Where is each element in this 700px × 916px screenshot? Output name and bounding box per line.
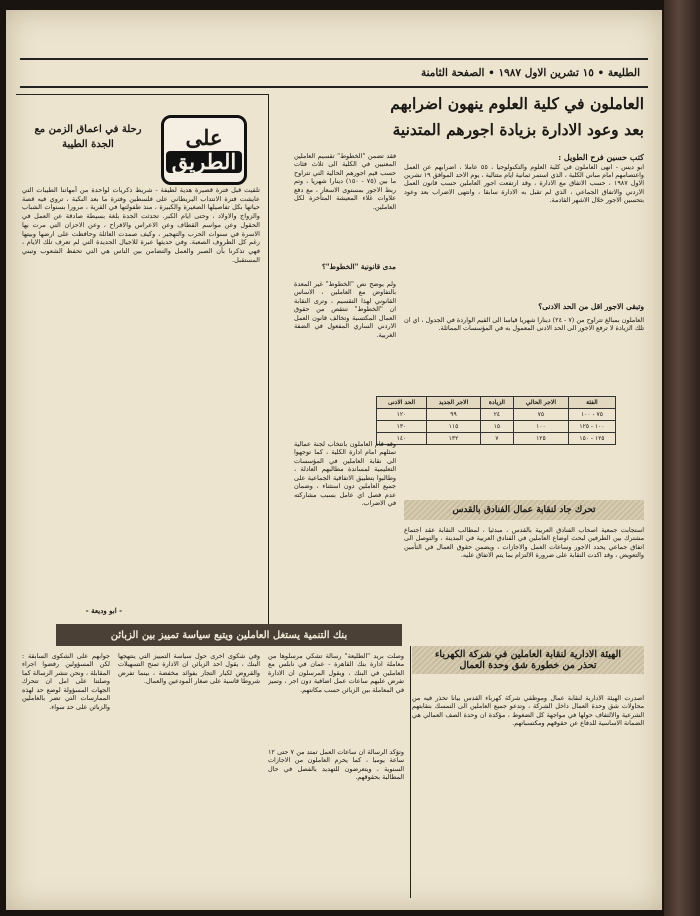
table-row — [377, 433, 616, 445]
table-cell: ١٢٥ - ١٥٠ — [568, 433, 615, 445]
wages-table — [376, 396, 616, 445]
table-header: الاجر الحالي — [513, 397, 568, 409]
hotel-article-title: تحرك جاد لنقابة عمال الفنادق بالقدس — [404, 500, 644, 520]
table-row — [377, 421, 616, 433]
hotel-article-body: استجابت جمعية اصحاب الفنادق العربية بالقدس ، مبدئيا ، لمطالب النقابة عقد اجتماع مشترك بين الطرفين لبحث اوضاع العاملين في الفنادق العربية في المدينة ، والتوصل الى اتفاق جماعي يحدد الاجور وساعات العمل والاجازات ، ويضمن حقوق العمال في التأمين والتعويض ، وقد اكدت النقابة على ضرورة الالتزام بما يتم الاتفاق عليه. — [404, 526, 644, 560]
electric-article-title — [412, 646, 644, 674]
page-header — [20, 58, 648, 88]
table-cell: ١٣٢ — [427, 433, 481, 445]
table-row — [377, 409, 616, 421]
table-cell: ٧٥ — [513, 409, 568, 421]
logo-top-text: على — [185, 124, 223, 150]
wages-text: العاملون بمبالغ تتراوح من (٧ - ٢٤) دينارا شهريا قياسا الى القيم الواردة في الجدول ، اي ان تلك الزيادة لا ترفع الاجور الى الحد الادنى المعمول به في المؤسسات المماثلة. — [404, 316, 644, 333]
table-cell: ١١٥ — [427, 421, 481, 433]
wages-subtitle: وتبقى الاجور اقل من الحد الادنى؟ — [538, 302, 644, 311]
electric-title-line-1: الهيئة الادارية لنقابة العاملين في شركة الكهرباء — [434, 649, 622, 660]
table-cell: ٢٤ — [480, 409, 513, 421]
byline: كتب حسين فرح الطويل : — [558, 152, 644, 162]
table-cell: ١٠٠ - ١٢٥ — [568, 421, 615, 433]
table-header-row — [377, 397, 616, 409]
table-cell: ١٤٠ — [377, 433, 427, 445]
table-cell: ١٠٠ — [513, 421, 568, 433]
table-cell: ١٢٥ — [513, 433, 568, 445]
table-cell: ٧٥ - ١٠٠ — [568, 409, 615, 421]
table-cell: ٧ — [480, 433, 513, 445]
bank-article-body-4: جوابهم على الشكوى السابقة : لكن المسؤولين رفضوا اجراء المقابلة ، ونحن ننشر الرسالة كما وصلتنا على امل ان تتحرك الجهات المسؤولة لوضع حد لهذه الممارسات التي تضر بالعاملين والزبائن على حد سواء. — [22, 652, 110, 711]
table-header: الفئة — [568, 397, 615, 409]
main-subheadline: بعد وعود الادارة بزيادة اجورهم المتدنية — [392, 120, 644, 139]
book-binding — [664, 0, 700, 916]
table-cell: ١٥ — [480, 421, 513, 433]
electric-title-line-2: تحذر من خطورة شق وحدة العمال — [459, 660, 597, 671]
column-divider — [268, 94, 269, 624]
page-header-text: الطليعة • ١٥ تشرين الاول ١٩٨٧ • الصفحة الثامنة — [420, 67, 640, 79]
table-header: الزيادة — [480, 397, 513, 409]
column-divider — [410, 646, 411, 898]
table-header: الاجر الجديد — [427, 397, 481, 409]
newspaper-page — [6, 10, 662, 910]
bank-article-body-1: وصلت بريد "الطليعة" رسالة تشكي مرسلوها من معاملة ادارة بنك القاهرة - عمان في نابلس مع العاملين في البنك ، ويقول المرسلون ان الادارة تفرض عليهم ساعات عمل اضافية دون اجر ، وتميز في المعاملة بين الزبائن حسب مكانتهم. — [268, 652, 404, 694]
column-top-rule — [16, 94, 268, 95]
main-article-intro — [404, 152, 644, 294]
table-cell: ١٣٠ — [377, 421, 427, 433]
logo-bottom-text: الطريق — [166, 151, 242, 173]
main-article-body: ابو ديس - انهى العاملون في كلية العلوم والتكنولوجيا ، ٥٥ عاملا ، اضرابهم عن العمل واعتصامهم امام مباني الكلية ، الذي استمر ثمانية ايام متتالية ، يوم الاحد الموافق ١٩ تشرين الاول ١٩٨٧ ، حسب الاتفاق مع الادارة ، وقد ارتفعت اجور العاملين حسب قانون العمل الاردني والاتفاق الجماعي ، الذي لم تقبل به الادارة سابقا ، وانتهى الاضراب بعد وعود بتحسين الاجور خلال الاشهر القادمة. — [404, 162, 644, 205]
table-cell: ٩٩ — [427, 409, 481, 421]
bank-article-title: بنك التنمية يستغل العاملين ويتبع سياسة تمييز بين الزبائن — [56, 624, 402, 646]
electric-article-body: اصدرت الهيئة الادارية لنقابة عمال وموظفي شركة كهرباء القدس بيانا تحذر فيه من محاولات شق وحدة العمال داخل الشركة ، وتدعو جميع العاملين الى التمسك بنقابتهم الشرعية والالتفاف حولها في مواجهة كل الضغوط ، مؤكدة ان وحدة الصف العمالي هي الضمانة الاساسية للدفاع عن حقوقهم ومكتسباتهم. — [412, 694, 644, 728]
column-logo — [161, 115, 247, 185]
table-cell: ١٢٠ — [377, 409, 427, 421]
law-text: ولم يوضح نص "الخطوط" غير المعدة بالتفاوض مع العاملين ، الاساس القانوني لهذا التقسيم ، وترى النقابة ان "الخطوط" تنتقص من حقوق العمال المكتسبة وتخالف قانون العمل الاردني الساري المفعول في الضفة الغربية. — [294, 280, 396, 339]
column-body: تلقيت قبل فترة قصيرة هدية لطيفة - شريط ذكريات لواحدة من أمهاتنا الطيبات التي عايشت فترة الانتداب البريطاني على فلسطين وفترة ما بعد النكبة ، تروي فيه قصة حياتها بكل تفاصيلها الصغيرة والكبيرة ، منذ طفولتها في القرية ، مرورا بسنوات الشباب والزواج والاولاد ، وحتى ايام الكبر. تحدثت الجدة بلغة بسيطة صادقة عن العمل في الحقول وعن مواسم القطاف وعن الاعراس والافراح ، وعن الاحزان التي مرت بها الاسرة في سنوات الحرب والتهجير ، وكيف صمدت العائلة وحافظت على ارضها وبيتها رغم كل الظروف الصعبة. وفي حديثها عبرة للاجيال الجديدة التي لم تعرف تلك الايام ، فهي تذكرنا بأن الصبر والعمل والتضامن بين الناس هي التي تحفظ الشعوب وتبني المستقبل. — [22, 186, 260, 264]
main-article-side: فقد تضمن "الخطوط" تقسيم العاملين المعنيين في الكلية الى ثلاث فئات حسب قيم اجورهم الحالية التي تتراوح ما بين (٧٥ - ١٥٠) دينارا شهريا ، وتم ربط الاجور بمستوى الاسعار ، مع دفع علاوات غلاء المعيشة المتأخرة لكل العاملين. — [294, 152, 396, 211]
main-article-continued: وقد قام العاملون بانتخاب لجنة عمالية تمثلهم امام ادارة الكلية ، كما توجهوا الى نقابة العاملين في المؤسسات التعليمية لمساندة مطالبهم العادلة ، وطالبوا بتطبيق الاتفاقية الجماعية على جميع العاملين دون استثناء ، وضمان عدم فصل اي عامل بسبب مشاركته في الاضراب. — [294, 440, 396, 508]
column-title: رحلة في اعماق الزمن مع الجدة الطيبة — [34, 124, 142, 150]
table-header: الحد الادنى — [377, 397, 427, 409]
law-subtitle: مدى قانونية "الخطوط"؟ — [321, 262, 396, 271]
bank-article-body-2: وتؤكد الرسالة ان ساعات العمل تمتد من ٧ حتى ١٢ ساعة يوميا ، كما يحرم العاملون من الاجازات السنوية ، ويتعرضون للتهديد بالفصل في حال المطالبة بحقوقهم. — [268, 748, 404, 782]
bank-article-body-3: وفي شكوى اخرى حول سياسة التمييز التي ينتهجها البنك ، يقول احد الزبائن ان الادارة تمنح التسهيلات والقروض لكبار التجار بفوائد مخفضة ، بينما تفرض شروطا قاسية على صغار المودعين والعمال. — [118, 652, 260, 686]
column-signoff: - ابو وديعة - — [85, 606, 122, 615]
main-headline: العاملون في كلية العلوم ينهون اضرابهم — [390, 94, 644, 113]
